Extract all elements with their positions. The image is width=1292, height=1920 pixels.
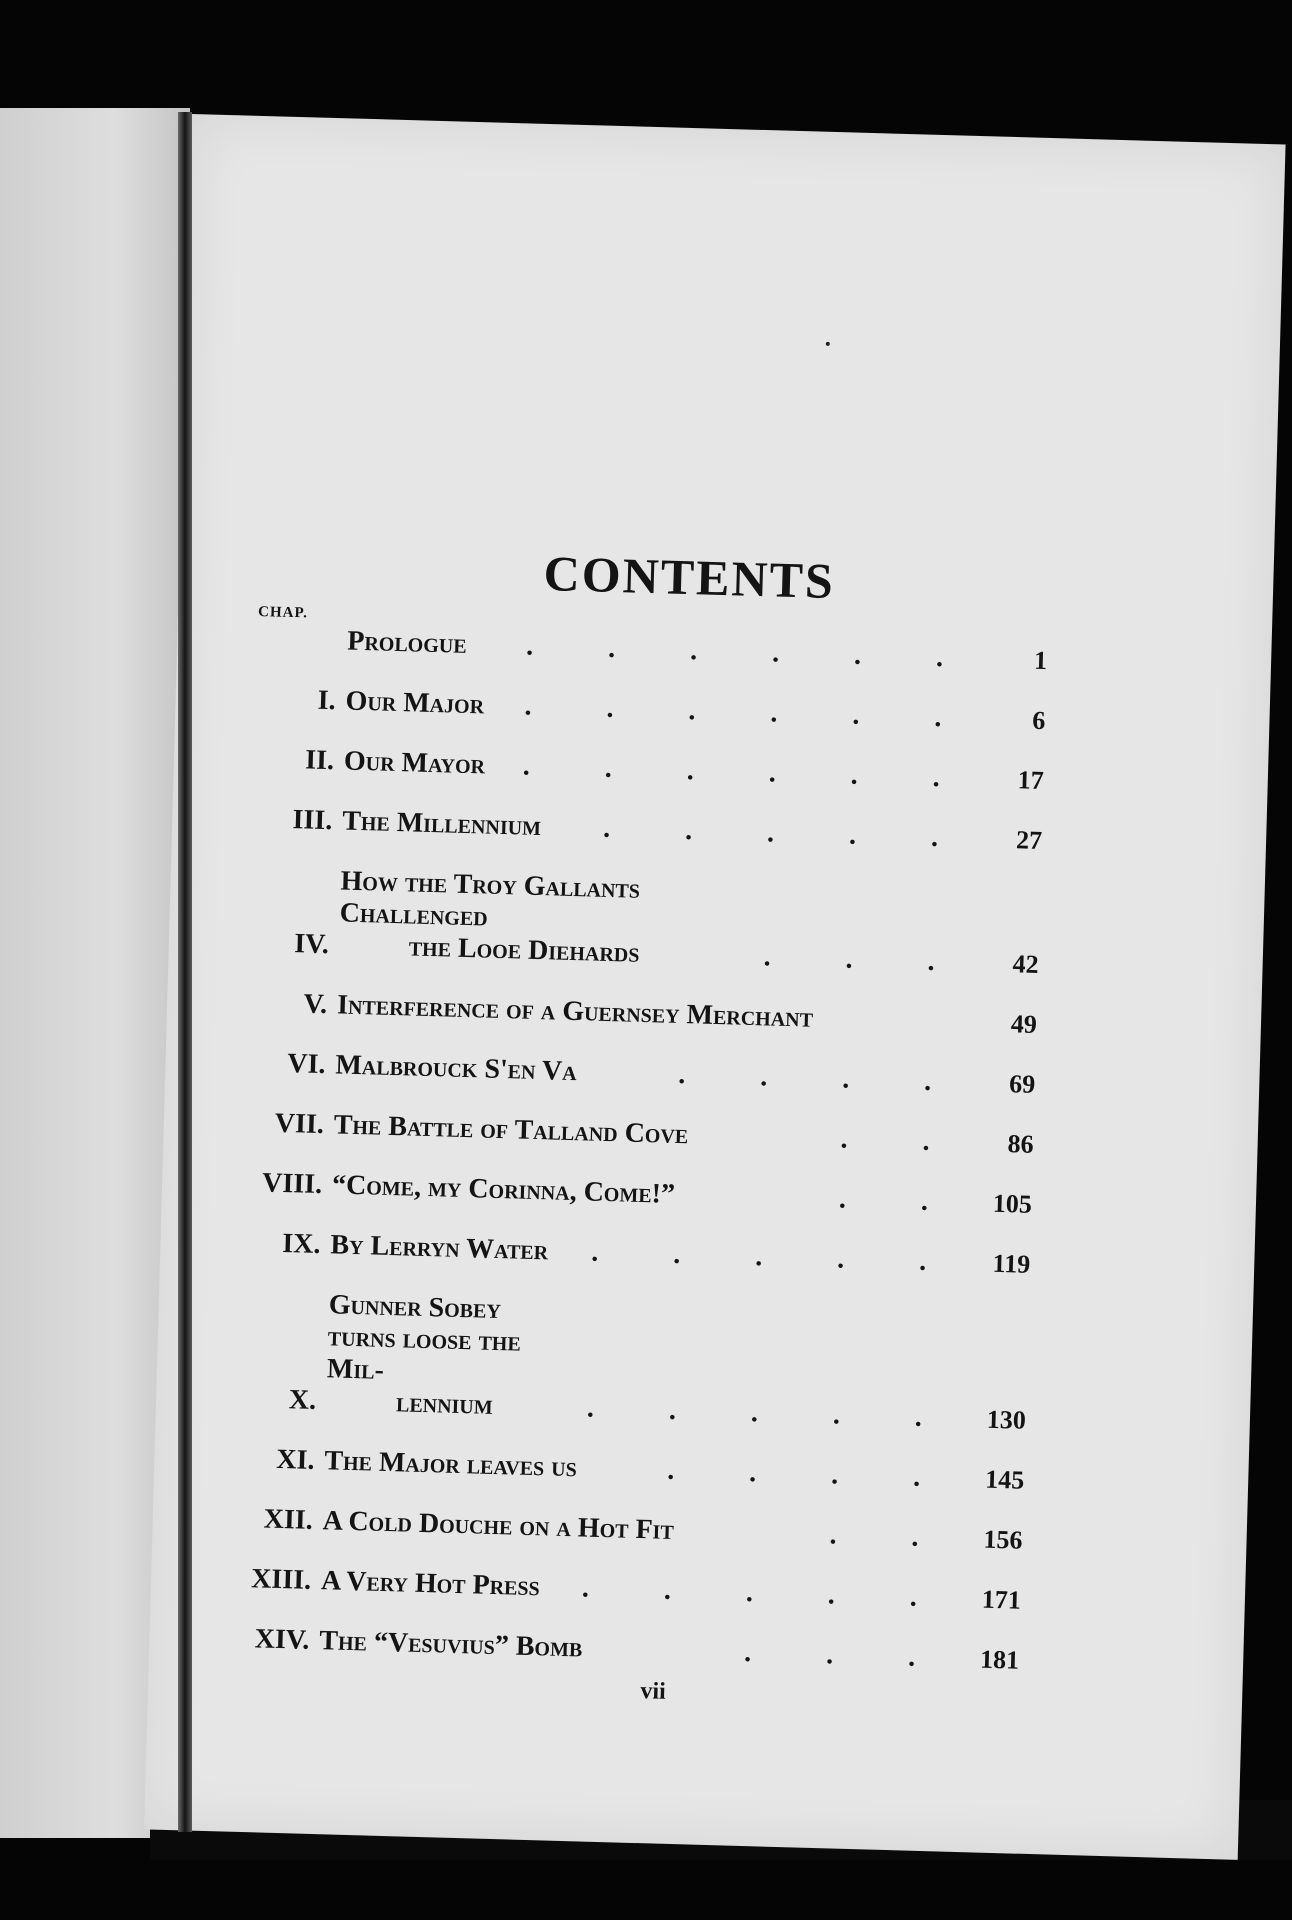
toc-entry [245, 1047, 1036, 1101]
chapter-title [344, 746, 506, 782]
toc-entries [229, 623, 1048, 1677]
page-number: 181 [979, 1644, 1020, 1675]
toc-entry [248, 863, 1040, 981]
chapter-title-line: “Come, my Corinna, Come!” [331, 1169, 676, 1210]
chapter-title [322, 1505, 812, 1551]
leader-dots: . . . . . [586, 1392, 957, 1434]
chapter-title [342, 805, 586, 844]
chapter-title [319, 1625, 727, 1668]
leader-dots: . . . [743, 1637, 950, 1674]
chapter-number: XIV. [254, 1623, 310, 1656]
chapter-number: I. [317, 684, 337, 717]
chapter-title [326, 1289, 572, 1424]
chapter-title [324, 1445, 650, 1486]
book-page [144, 114, 1285, 1860]
chapter-title [347, 626, 509, 662]
toc-entry [254, 743, 1045, 797]
leader-dots: . . [840, 1123, 965, 1158]
leader-dots: . . . . . . [522, 750, 975, 795]
toc-entry [231, 1563, 1022, 1617]
leader-dots: . . . . . [590, 1236, 961, 1278]
chapter-title-continuation: lennium [395, 1387, 494, 1421]
chapter-number: II. [304, 744, 335, 777]
page-number: 145 [984, 1464, 1025, 1495]
leader-dots: . . . . [677, 1058, 966, 1098]
chapter-number: XI. [275, 1443, 315, 1476]
chapter-title-line: Interference of a Guernsey Merchant [336, 989, 814, 1034]
page-number: 27 [1015, 825, 1043, 856]
chapter-title-line: Malbrouck S'en Va [335, 1049, 578, 1088]
chapter-title [333, 1109, 823, 1155]
contents-heading: CONTENTS [542, 545, 836, 610]
chapter-number: X. [288, 1384, 317, 1416]
chapter-title-line: By Lerryn Water [330, 1229, 549, 1267]
toc-entry [252, 803, 1043, 857]
chapter-column-label: CHAP. [257, 604, 309, 622]
chapter-title [338, 865, 748, 972]
chapter-title [345, 686, 507, 722]
toc-entry [232, 1503, 1023, 1557]
page-folio: vii [640, 1678, 667, 1705]
chapter-title-continuation: the Looe Diehards [408, 931, 640, 969]
page-number: 86 [1007, 1129, 1034, 1159]
toc-entry [229, 1623, 1020, 1677]
page-number: 6 [1031, 705, 1046, 736]
chapter-number: III. [292, 804, 333, 837]
chapter-title-line: Our Mayor [343, 745, 486, 781]
toc-entry [255, 683, 1046, 737]
chapter-title-line: A Very Hot Press [320, 1565, 541, 1603]
chapter-number: V. [303, 988, 328, 1021]
chapter-number: VII. [274, 1107, 325, 1141]
page-number: 171 [981, 1584, 1022, 1615]
chapter-number: XIII. [250, 1563, 312, 1596]
chapter-title [332, 1169, 822, 1215]
leader-dots: . . [829, 1519, 953, 1554]
leader-dots: . . . [763, 941, 970, 979]
page-number: 49 [1010, 1009, 1038, 1039]
chapter-title [337, 989, 950, 1038]
page-number: 69 [1008, 1069, 1036, 1099]
ink-speck [826, 342, 830, 346]
chapter-title [335, 1049, 661, 1090]
leader-dots [948, 1038, 966, 1039]
toc-entry [236, 1287, 1029, 1437]
page-number: 105 [992, 1188, 1033, 1219]
chapter-title-line: A Cold Douche on a Hot Fit [322, 1505, 675, 1546]
leader-dots: . . . . . [581, 1572, 952, 1614]
toc-entry [243, 1107, 1034, 1161]
leader-dots: . . . . . [602, 812, 973, 855]
leader-dots: . . . . [666, 1454, 955, 1494]
chapter-title [330, 1229, 574, 1268]
toc-entry [234, 1443, 1025, 1497]
chapter-title-line: The Millennium [341, 805, 542, 843]
chapter-title [321, 1565, 565, 1604]
page-number: 42 [1012, 949, 1039, 979]
leader-dots: . . [838, 1183, 963, 1218]
chapter-title-line: How the Troy Gallants Challenged [339, 865, 641, 933]
page-number: 17 [1017, 765, 1045, 796]
chapter-title-line: Gunner Sobey turns loose the Mil- [326, 1289, 522, 1386]
page-number: 119 [992, 1248, 1031, 1279]
page-number: 156 [983, 1524, 1023, 1555]
leader-dots: . . . . . . [525, 630, 978, 675]
table-of-contents [228, 536, 1050, 1716]
chapter-number: VI. [286, 1048, 326, 1081]
page-number: 130 [986, 1404, 1027, 1435]
chapter-title-line: The “Vesuvius” Bomb [318, 1625, 583, 1664]
leader-dots: . . . . . . [524, 690, 976, 735]
chapter-number: IX. [281, 1227, 321, 1261]
toc-entry [240, 1227, 1031, 1281]
toc-entry [247, 987, 1038, 1041]
book-gutter [178, 112, 192, 1832]
page-number: 1 [1033, 645, 1048, 676]
chapter-number: XII. [263, 1503, 314, 1536]
chapter-title-line: Our Major [345, 685, 485, 721]
chapter-number: VIII. [261, 1167, 323, 1201]
chapter-title-line: Prologue [346, 625, 468, 660]
chapter-number: IV. [293, 928, 330, 961]
chapter-title-line: The Battle of Talland Cove [333, 1109, 689, 1151]
toc-entry [242, 1167, 1033, 1221]
chapter-title-line: The Major leaves us [324, 1445, 578, 1484]
chapter-number [257, 655, 347, 658]
